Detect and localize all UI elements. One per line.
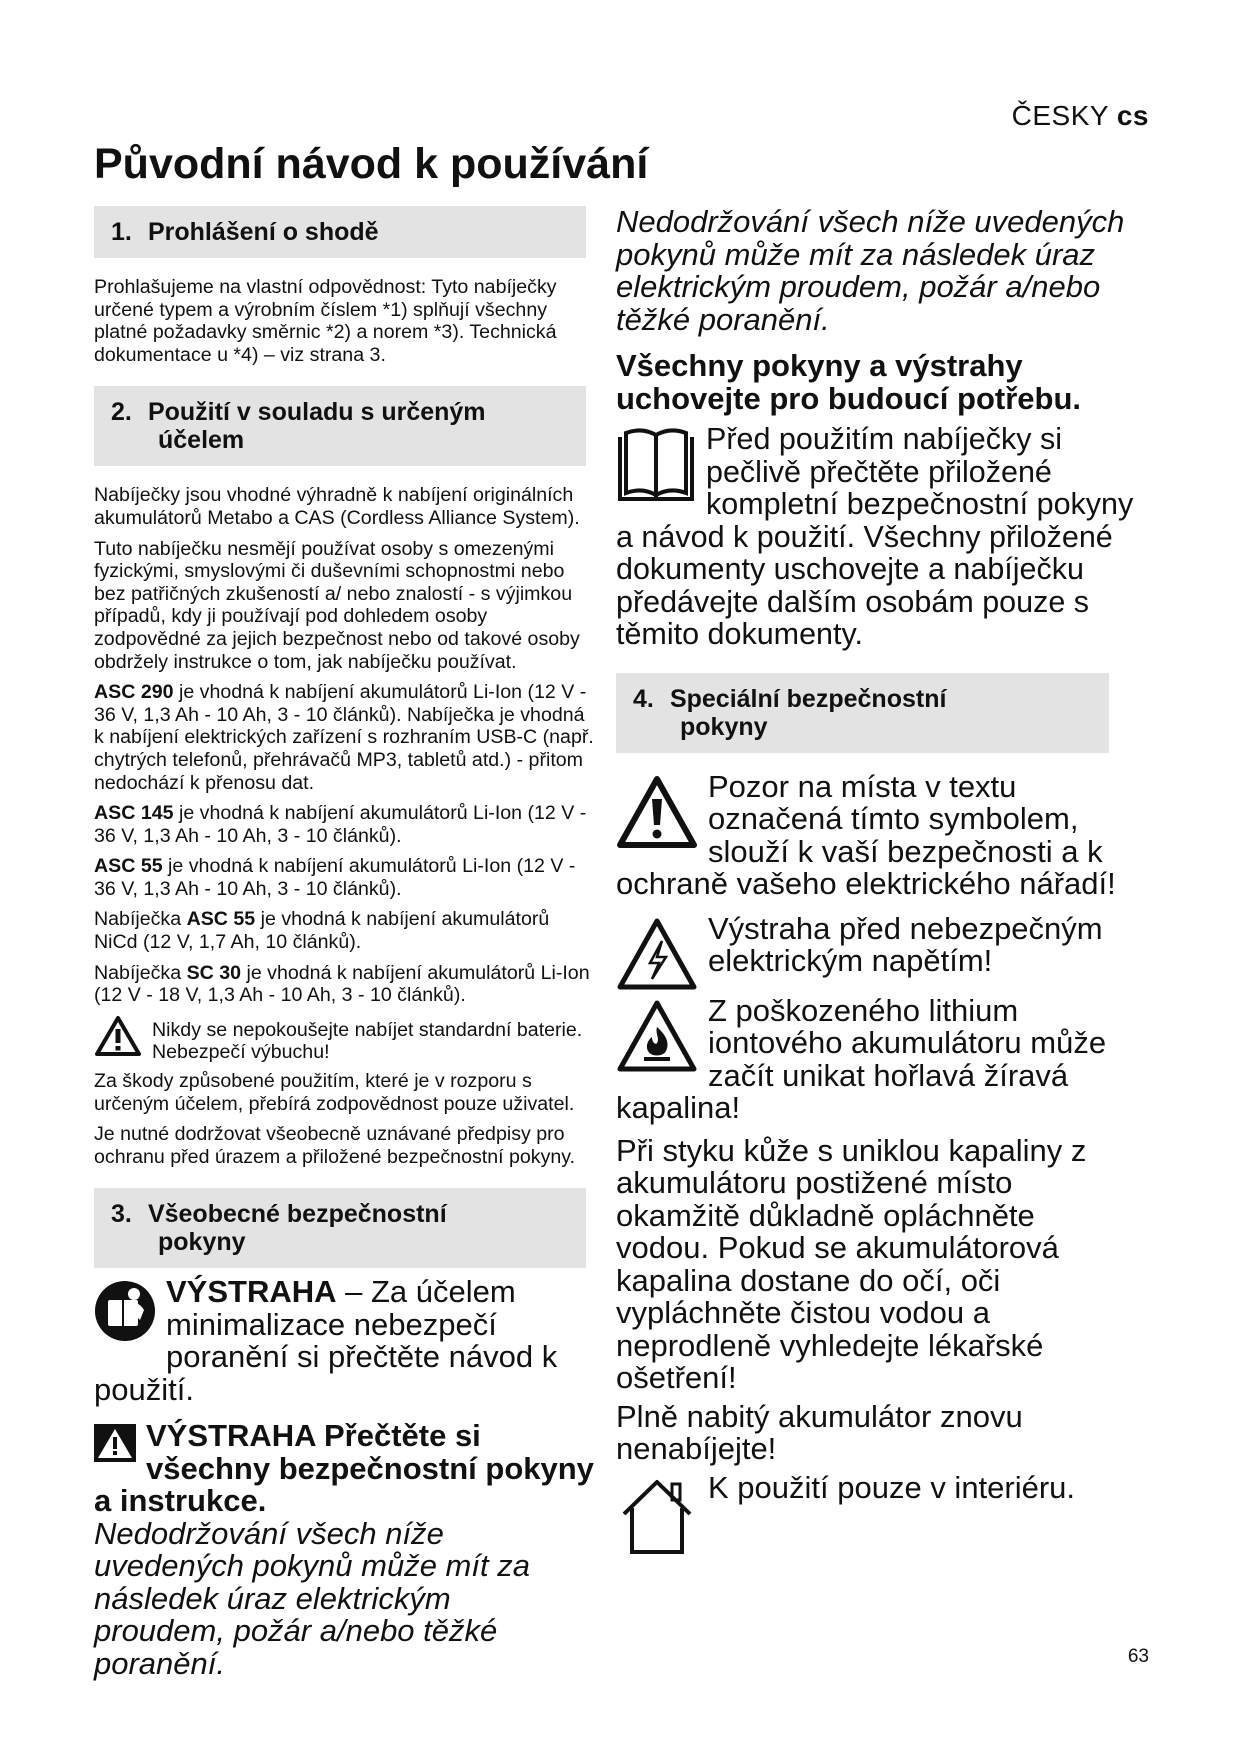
read-all-warning: VÝSTRAHA Přečtěte si všechny bezpečnostní pokyny a instrukce. Nedodržování všech níže uvedených pokynů může mít za následek úraz elektrickým proudem, požár a/nebo těžké poranění. — [94, 1418, 594, 1681]
section-3-heading: 3. Všeobecné bezpečnostní pokyny — [94, 1188, 586, 1268]
asc290-text: ASC 290 je vhodná k nabíjení akumulátorů Li-Ion (12 V - 36 V, 1,3 Ah - 10 Ah, 3 - 10 článků). Nabíječka je vhodná k nabíjení elektrických zařízení s rozhraním USB-C (např. chytrých telefonů, přehrávačů MP3, tabletů atd.) - přitom nedochází k přenosu dat. — [94, 681, 594, 794]
right-column — [616, 206, 1136, 1556]
section-4-heading: 4. Speciální bezpečnostní pokyny — [616, 673, 1109, 753]
regulations-text: Je nutné dodržovat všeobecně uznávané předpisy pro ochranu před úrazem a přiložené bezpečnostní pokyny. — [94, 1123, 576, 1168]
battery-warning-text: Nikdy se nepokoušejte nabíjet standardní baterie. Nebezpečí výbuchu! — [152, 1018, 583, 1064]
indoor-house-icon — [616, 1476, 698, 1556]
flammable-hazard-icon — [616, 999, 698, 1075]
indoor-use-block: K použití pouze v interiéru. — [616, 1472, 1136, 1556]
warning-triangle-icon — [616, 775, 698, 849]
restricted-persons-text: Tuto nabíječku nesmějí používat osoby s omezenými fyzickými, smyslovými či duševními schopnostmi nebo bez patřičných zkušeností a/ nebo znalostí - s výjimkou případů, kdy ji používají pod dohledem osoby zodpovědné za jejich bezpečnost nebo od takové osoby obdržely instrukce o tom, jak nabíječku používat. — [94, 537, 580, 673]
asc55-text: ASC 55 je vhodná k nabíjení akumulátorů Li-Ion (12 V - 36 V, 1,3 Ah - 10 Ah, 3 - 10 článků). — [94, 855, 576, 900]
asc145-text: ASC 145 je vhodná k nabíjení akumulátorů Li-Ion (12 V - 36 V, 1,3 Ah - 10 Ah, 3 - 10 článků). — [94, 802, 587, 847]
warning-triangle-icon — [94, 1424, 136, 1462]
damage-liability-text: Za škody způsobené použitím, které je v rozporu s určeným účelem, přebírá zodpovědnost pouze uživatel. — [94, 1070, 575, 1115]
fire-warning-block: Z poškozeného lithium iontového akumulátoru může začít unikat hořlavá žíravá kapalina! — [616, 992, 1107, 1125]
voltage-warning-block: Výstraha před nebezpečným elektrickým napětím! — [616, 913, 1136, 991]
left-column — [94, 206, 594, 1681]
document-title: Původní návod k používání — [94, 140, 649, 188]
sc30-text: Nabíječka SC 30 je vhodná k nabíjení akumulátorů Li-Ion (12 V - 18 V, 1,3 Ah - 10 Ah, 3 - 10 článků). — [94, 961, 590, 1007]
electric-hazard-icon — [616, 917, 698, 991]
battery-warning — [94, 1015, 594, 1064]
section-2-heading: 2. Použití v souladu s určeným účelem — [94, 386, 586, 466]
attention-block: Pozor na místa v textu označená tímto symbolem, slouží k vaší bezpečnosti a k ochraně vašeho elektrického nářadí! — [616, 768, 1116, 901]
warning-triangle-icon — [94, 1015, 142, 1057]
keep-instructions-text: Všechny pokyny a výstrahy uchovejte pro budoucí potřebu. — [616, 348, 1081, 416]
full-battery-text: Plně nabitý akumulátor znovu nenabíjejte! — [616, 1398, 1023, 1466]
section-1-heading: 1. Prohlášení o shodě — [94, 206, 586, 258]
read-manual-icon — [94, 1280, 156, 1342]
book-icon — [616, 425, 696, 507]
italic-continuation: Nedodržování všech níže uvedených pokynů může mít za následek úraz elektrickým proudem, požár a/nebo těžké poranění. — [616, 204, 1125, 337]
read-documents-block: Před použitím nabíječky si pečlivě přečtěte přiložené kompletní bezpečnostní pokyny a návod k použití. Všechny přiložené dokumenty uschovejte a nabíječku předávejte dalším osobám pouze s těmito dokumenty. — [616, 422, 1134, 651]
read-manual-warning: VÝSTRAHA – Za účelem minimalizace nebezpečí poranění si přečtěte návod k použití. — [94, 1274, 558, 1407]
language-label: ČESKY cs — [1011, 100, 1149, 131]
declaration-text: Prohlašujeme na vlastní odpovědnost: Tyto nabíječky určené typem a výrobním číslem *1) splňují všechny platné požadavky směrnic *2) a norem *3). Technická dokumentace u *4) – viz strana 3. — [94, 276, 557, 366]
page-number: 63 — [1127, 1646, 1149, 1667]
asc55-nicd-text: Nabíječka ASC 55 je vhodná k nabíjení akumulátorů NiCd (12 V, 1,7 Ah, 10 článků). — [94, 908, 550, 954]
intended-use-text: Nabíječky jsou vhodné výhradně k nabíjení originálních akumulátorů Metabo a CAS (Cordless Alliance System). — [94, 484, 580, 529]
skin-contact-text: Při styku kůže s uniklou kapaliny z akumulátoru postižené místo okamžitě důkladně opláchněte vodou. Pokud se akumulátorová kapalina dostane do očí, oči vypláchněte čistou vodou a neprodleně vyhledejte lékařské ošetření! — [616, 1132, 1087, 1395]
